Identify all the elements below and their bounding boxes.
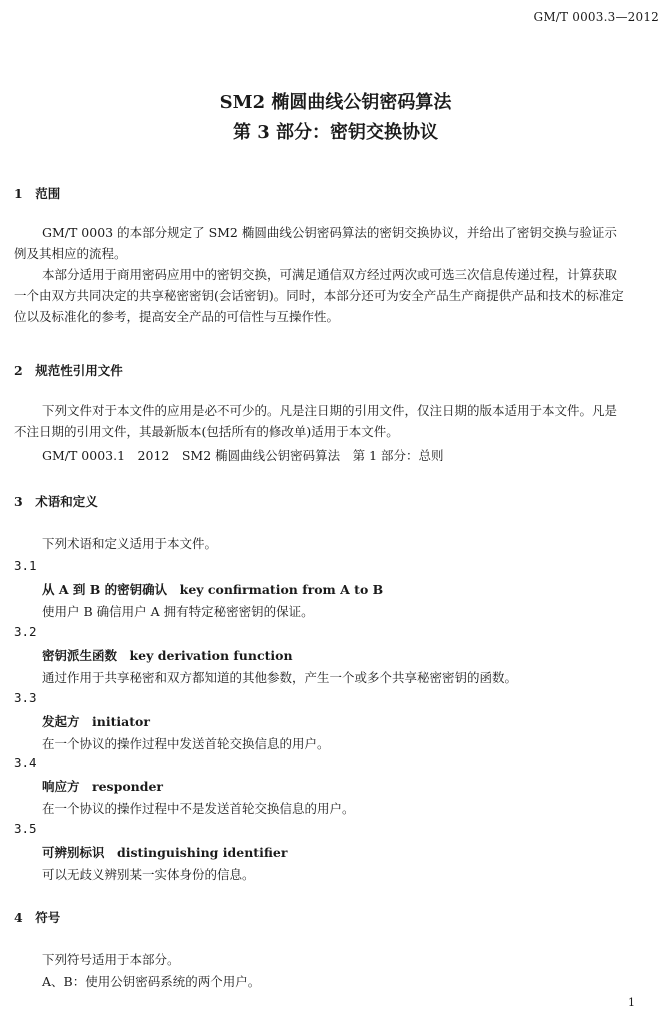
term-number: 3.5	[14, 821, 37, 836]
normative-reference: GM/T 0003.1 2012 SM2 椭圆曲线公钥密码算法 第 1 部分：总则	[42, 448, 444, 463]
document-title: SM2 椭圆曲线公钥密码算法	[219, 92, 452, 113]
scope-paragraph-2: 本部分适用于商用密码应用中的密钥交换，可满足通信双方经过两次或可选三次信息传递过程，计算获取一个由双方共同决定的共享秘密密钥(会话密钥)。同时，本部分还可为安全产品生产商提供产品和技术的标准定位以及标准化的参考，提高安全产品的可信性与互操作性。	[14, 267, 624, 324]
section-heading-terms: 3 术语和定义	[14, 494, 98, 509]
normative-paragraph: 下列文件对于本文件的应用是必不可少的。凡是注日期的引用文件，仅注日期的版本适用于本文件。凡是不注日期的引用文件，其最新版本(包括所有的修改单)适用于本文件。	[14, 403, 618, 439]
section-heading-normative: 2 规范性引用文件	[14, 363, 123, 378]
term-name: 从 A 到 B 的密钥确认 key confirmation from A to B	[42, 582, 384, 597]
symbols-intro: 下列符号适用于本部分。	[42, 952, 180, 967]
symbol-definition: A、B：使用公钥密码系统的两个用户。	[42, 974, 261, 989]
term-definition: 可以无歧义辨别某一实体身份的信息。	[42, 867, 255, 882]
term-name: 响应方 responder	[42, 779, 164, 794]
term-name: 可辨别标识 distinguishing identifier	[42, 845, 288, 860]
term-number: 3.2	[14, 624, 37, 639]
term-definition: 通过作用于共享秘密和双方都知道的其他参数，产生一个或多个共享秘密密钥的函数。	[42, 670, 518, 685]
terms-intro: 下列术语和定义适用于本文件。	[42, 536, 218, 551]
term-name: 密钥派生函数 key derivation function	[42, 648, 293, 663]
section-heading-symbols: 4 符号	[14, 910, 61, 925]
term-number: 3.4	[14, 755, 37, 770]
section-heading-scope: 1 范围	[14, 186, 61, 201]
term-definition: 在一个协议的操作过程中不是发送首轮交换信息的用户。	[42, 801, 355, 816]
scope-paragraph-1: GM/T 0003 的本部分规定了 SM2 椭圆曲线公钥密码算法的密钥交换协议，并给出了密钥交换与验证示例及其相应的流程。	[14, 225, 617, 261]
term-definition: 在一个协议的操作过程中发送首轮交换信息的用户。	[42, 736, 330, 751]
standard-id-header: GM/T 0003.3—2012	[533, 10, 659, 24]
term-number: 3.1	[14, 558, 37, 573]
term-number: 3.3	[14, 690, 37, 705]
term-definition: 使用户 B 确信用户 A 拥有特定秘密密钥的保证。	[42, 604, 314, 619]
document-subtitle: 第 3 部分：密钥交换协议	[232, 122, 439, 143]
page-number: 1	[628, 996, 635, 1009]
term-name: 发起方 initiator	[42, 714, 150, 729]
